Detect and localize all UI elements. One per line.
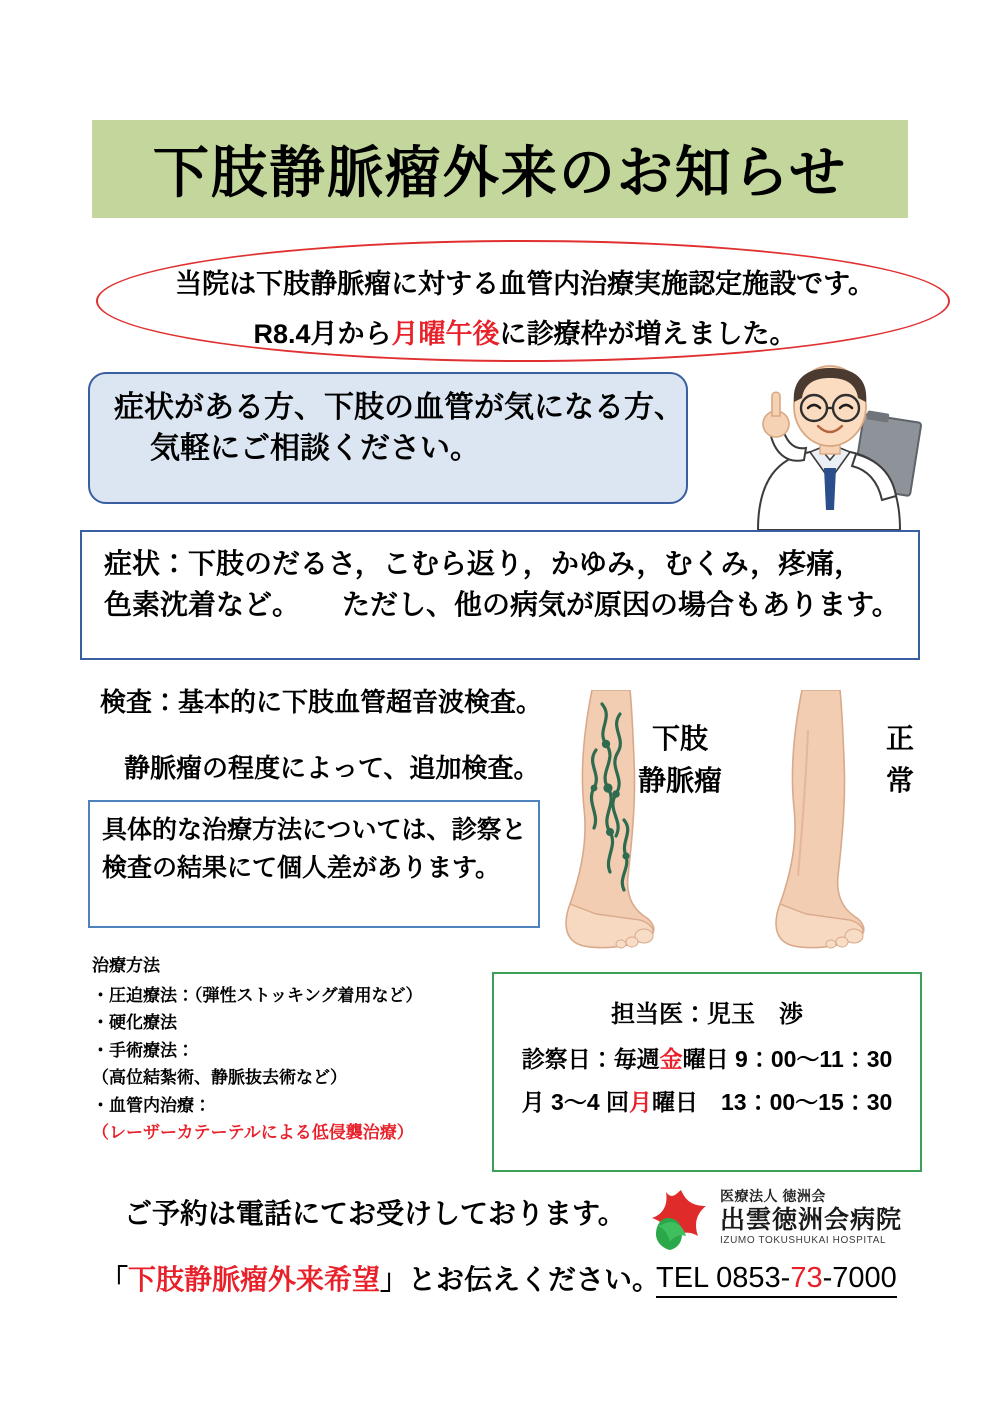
hospital-logo-text (720, 1186, 902, 1246)
symptoms-box (80, 530, 920, 660)
telephone-suffix: -7000 (822, 1262, 897, 1294)
schedule-day-1 (504, 1038, 910, 1082)
page-title: 下肢静脈瘤外来のお知らせ (152, 141, 848, 204)
hospital-logo (648, 1186, 938, 1258)
treatment-list-heading: 治療方法 (92, 956, 160, 975)
list-item: ・圧迫療法：（弾性ストッキング着用など） (92, 985, 423, 1005)
treatment-detail-line-1: 具体的な治療方法については、診察と (102, 816, 527, 844)
schedule-day-2-prefix: 月 3〜4 回 (521, 1089, 630, 1116)
schedule-day-1-prefix: 診察日：毎週 (521, 1045, 660, 1072)
schedule-box (492, 972, 922, 1172)
leg-label-varicose-line-1: 下肢 (651, 723, 708, 754)
exam-line-1: 検査：基本的に下肢血管超音波検査。 (100, 687, 543, 717)
footer-line-2-prefix: 「 (100, 1264, 129, 1295)
schedule-doctor: 担当医：児玉 渉 (611, 1001, 803, 1028)
consult-line-1: 症状がある方、下肢の血管が気になる方、 (114, 391, 684, 424)
leg-label-normal: 正常 (885, 723, 914, 796)
list-item: （高位結紮術、静脈抜去術など） (92, 1068, 347, 1088)
schedule-day-2-suffix: 曜日 13：00〜15：30 (652, 1089, 893, 1116)
exam-line-2: 静脈瘤の程度によって、追加検査。 (124, 753, 540, 783)
doctor-illustration (700, 340, 940, 530)
telephone-middle: 73 (790, 1262, 823, 1294)
hospital-corporation-name: 医療法人 徳洲会 (720, 1188, 826, 1204)
footer-line-2 (100, 1258, 660, 1298)
list-item: ・血管内治療： (92, 1095, 211, 1115)
treatment-detail-box (88, 800, 540, 928)
list-item-highlight: （レーザーカテーテルによる低侵襲治療） (92, 1123, 414, 1143)
hospital-name-english: IZUMO TOKUSHUKAI HOSPITAL (720, 1234, 887, 1246)
symptoms-line-2: 色素沈着など。 ただし、他の病気が原因の場合もあります。 (104, 588, 900, 620)
treatment-method-list (92, 952, 492, 1147)
schedule-day-1-suffix: 曜日 9：00〜11：30 (682, 1045, 893, 1072)
telephone-prefix: TEL 0853- (656, 1262, 791, 1294)
notice-line-2-suffix: に診療枠が増えました。 (499, 319, 797, 349)
list-item: ・硬化療法 (92, 1013, 177, 1033)
schedule-day-2-emphasis: 月 (629, 1089, 653, 1116)
notice-line-2-prefix: R8.4月から (253, 319, 392, 349)
hospital-name: 出雲徳洲会病院 (720, 1206, 903, 1234)
tokushukai-logo-icon (648, 1188, 714, 1252)
notice-line-1: 当院は下肢静脈瘤に対する血管内治療実施認定施設です。 (175, 269, 875, 299)
consult-line-2: 気軽にご相談ください。 (150, 431, 480, 465)
leg-label-varicose-line-2: 静脈瘤 (637, 765, 722, 796)
treatment-detail-line-2: 検査の結果にて個人差があります。 (102, 853, 501, 882)
consult-box (88, 372, 688, 504)
notice-line-2-emphasis: 月曜午後 (391, 319, 500, 349)
schedule-day-1-emphasis: 金 (659, 1045, 683, 1072)
telephone-number[interactable] (656, 1262, 897, 1298)
symptoms-line-1: 症状：下肢のだるさ，こむら返り，かゆみ，むくみ，疼痛， (104, 548, 863, 579)
footer-line-1: ご予約は電話にてお受けしております。 (124, 1198, 626, 1229)
footer-line-2-suffix: 」とお伝えください。 (380, 1264, 661, 1295)
schedule-day-2 (504, 1081, 910, 1125)
normal-leg (776, 690, 864, 948)
page-title-band (92, 120, 908, 218)
leg-label-varicose (630, 718, 730, 802)
footer-line-2-emphasis: 下肢静脈瘤外来希望 (128, 1264, 381, 1295)
list-item: ・手術療法： (92, 1040, 194, 1060)
